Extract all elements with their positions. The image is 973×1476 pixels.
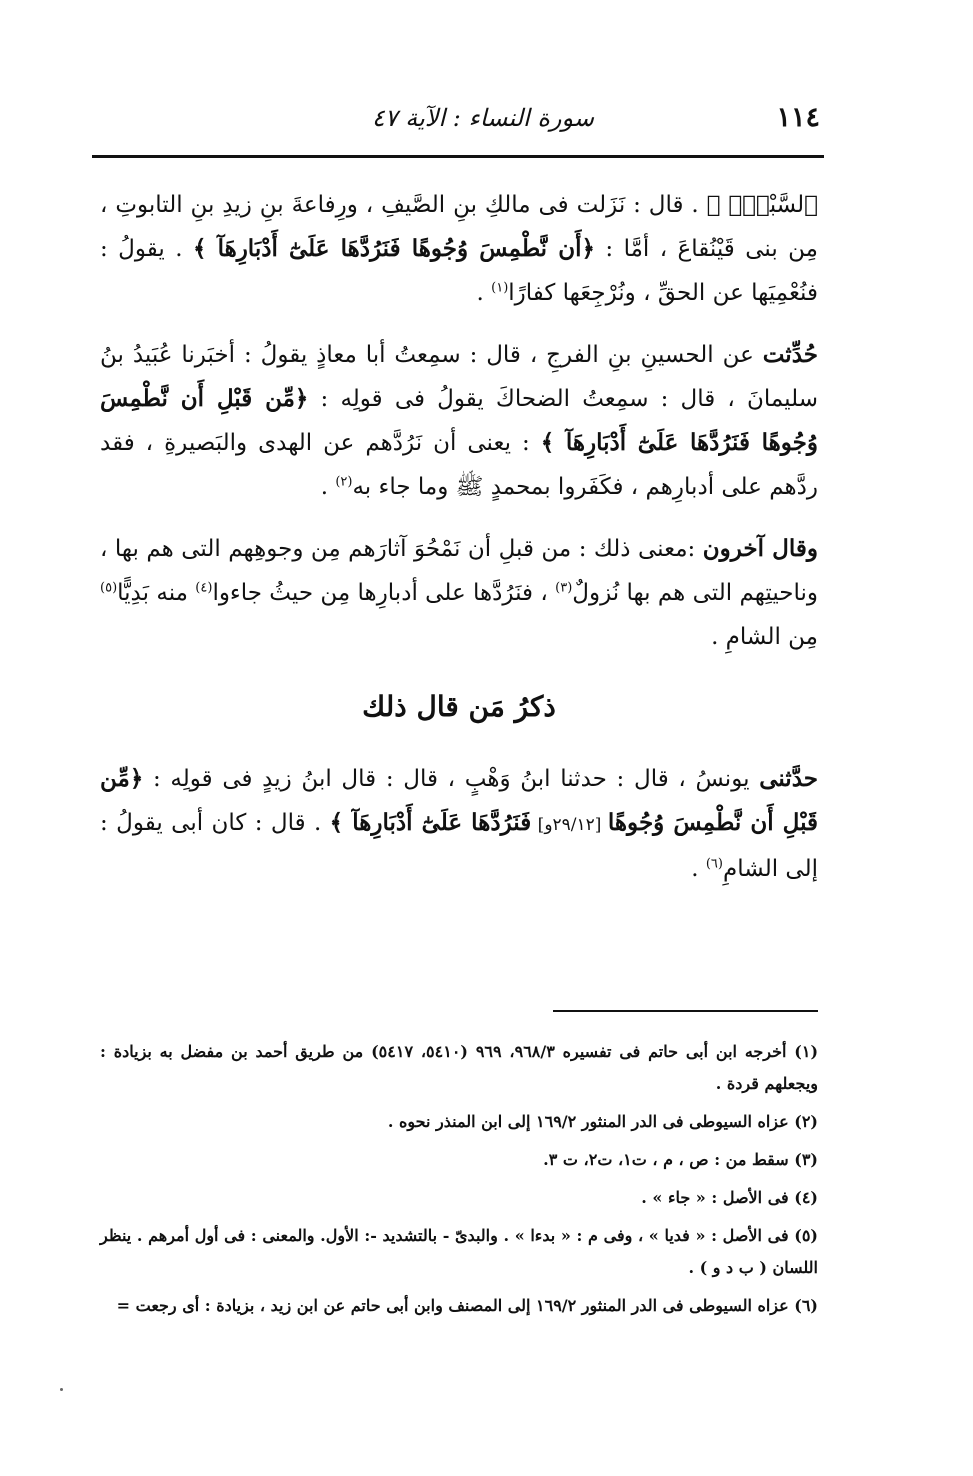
footnote: (٣) سقط من : ص ، م ، ت١، ت٢، ت ٣. bbox=[543, 1150, 818, 1169]
footnote-rule bbox=[553, 1010, 818, 1012]
paragraph-3 bbox=[100, 527, 818, 659]
footnote: (٥) فى الأصل : « فديا » ، وفى م : « بدءا » . والبدىّ - بالتشديد -: الأول. والمعنى : فى أول أمرهم . ينظر اللسان ( ب د و ) . bbox=[100, 1226, 818, 1277]
text-segment: . يقولُ : فنُعْمِيَها عن الحقِّ ، ونُرْجِعَها كفارًا bbox=[100, 236, 818, 306]
footnote: (٦) عزاه السيوطى فى الدر المنثور ١٦٩/٢ إلى المصنف وابن أبى حاتم عن ابن زيد ، بزيادة : أى رجعت = bbox=[116, 1296, 818, 1315]
footnote: (٤) فى الأصل : « جاء » . bbox=[641, 1188, 818, 1207]
section-heading: ذكرُ مَن قال ذلك bbox=[362, 690, 556, 723]
text-segment: : يعنى أن نَرُدَّهم عن الهدى والبَصيرةِ ، فقد ردَّهم على أدبارِهم ، فكَفَروا بمحمدٍ ﷺ وما جاء به bbox=[100, 430, 818, 500]
text-segment: :معنى ذلك : من قبلِ أن نَمْحُوَ آثارَهم مِن وجوهِهم التى هم بها ، وناحيتِهم التى هم بها نُزولٌ bbox=[100, 536, 818, 606]
text-segment: . قال : كان أبى يقولُ : إلى الشامِ bbox=[100, 810, 818, 882]
page-number: ١١٤ bbox=[776, 102, 820, 133]
footnote-marker: (٤) bbox=[195, 580, 213, 596]
paragraph-2 bbox=[100, 333, 818, 509]
quran-verse: ﴿مِّن قَبْلِ أَن نَّطْمِسَ وُجُوهًا فَنَرُدَّهَا عَلَىٰٓ أَدْبَارِهَآ ﴾ bbox=[100, 385, 818, 456]
quran-verse: ﴿أَن نَّطْمِسَ وُجُوهًا فَنَرُدَّهَا عَلَىٰٓ أَدْبَارِهَآ ﴾ bbox=[192, 235, 595, 262]
main-text bbox=[100, 183, 818, 909]
footnote-marker: (١) bbox=[491, 280, 509, 296]
footnote-marker: (٦) bbox=[705, 856, 723, 872]
footnote-marker: (٢) bbox=[335, 474, 353, 490]
footnote: (١) أخرجه ابن أبى حاتم فى تفسيره ٩٦٨/٣، ٩٦٩ (٥٤١٠، ٥٤١٧) من طريق أحمد بن مفضل به بزيادة : ويجعلهم قردة . bbox=[100, 1042, 819, 1093]
footnote-marker: (٥) bbox=[100, 580, 118, 596]
scan-speck bbox=[60, 1388, 63, 1391]
text-segment: ٱلسَّبْتِۚ ﴾ . قال : نَزَلت فى مالكِ بنِ الصَّيفِ ، ورِفاعةَ بنِ زيدِ بنِ التابوتِ ، مِن بنى قَيْنُقاعَ ، أمَّا : bbox=[100, 192, 818, 262]
text-segment: . bbox=[320, 474, 336, 500]
footnotes bbox=[100, 1036, 818, 1328]
paragraph-1 bbox=[100, 183, 818, 315]
manuscript-reference: [٢٩/١٢و] bbox=[531, 815, 608, 835]
paragraph-lead: حدَّثنى bbox=[759, 765, 818, 792]
quran-verse: فَنَرُدَّهَا عَلَىٰٓ أَدْبَارِهَآ ﴾ bbox=[329, 809, 532, 836]
text-segment: ، فنَرُدَّها على أدبارِها مِن حيثُ جاءوا bbox=[212, 580, 556, 606]
quran-verse: ﴿مِّن قَبْلِ أَن نَّطْمِسَ وُجُوهًا bbox=[100, 765, 819, 836]
text-segment: مِن الشامِ . bbox=[711, 624, 818, 650]
paragraph-lead: حُدِّثت bbox=[762, 341, 818, 368]
footnote-marker: (٣) bbox=[555, 580, 573, 596]
paragraph-lead: وقال آخرون bbox=[702, 535, 819, 562]
running-title: سورة النساء : الآية ٤٧ bbox=[371, 104, 594, 132]
footnote: (٢) عزاه السيوطى فى الدر المنثور ١٦٩/٢ إلى ابن المنذر نحوه . bbox=[387, 1112, 818, 1131]
text-segment: يونسُ ، قال : حدثنا ابنُ وَهْبٍ ، قال : قال ابنُ زيدٍ فى قولِه : bbox=[143, 766, 760, 792]
text-segment: منه بَدِيًّا bbox=[117, 580, 196, 606]
text-segment: . bbox=[476, 280, 492, 306]
header-rule bbox=[92, 155, 824, 158]
page-header bbox=[92, 100, 824, 144]
paragraph-4 bbox=[100, 757, 818, 891]
text-segment: . bbox=[691, 856, 706, 882]
text-segment: عن الحسينِ بنِ الفرجِ ، قال : سمِعتُ أبا معاذٍ يقولُ : أخبَرنا عُبَيدُ بنُ سليمانَ ، قال : سمِعتُ الضحاكَ يقولُ فى قولِه : bbox=[100, 342, 818, 412]
